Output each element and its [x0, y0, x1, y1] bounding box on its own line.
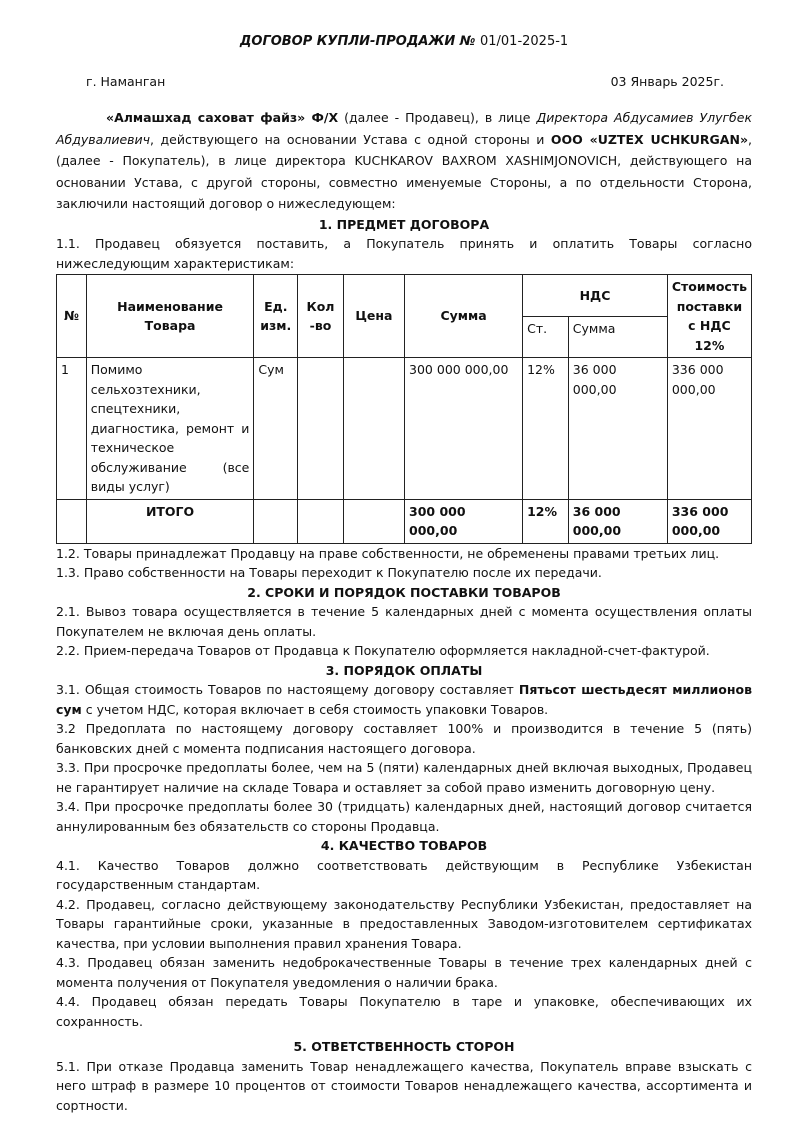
clause-1-1: 1.1. Продавец обязуется поставить, а Покупатель принять и оплатить Товары согласно нижеследующим характеристикам:	[56, 236, 752, 271]
cell-total: 336 000 000,00	[667, 358, 751, 500]
cell-vat-sum: 36 000 000,00	[568, 358, 667, 500]
clause-3-2: 3.2 Предоплата по настоящему договору составляет 100% и производится в течение 5 (пять) банковских дней с момента подписания настоящего договора.	[56, 721, 752, 756]
clause-2-2: 2.2. Прием-передача Товаров от Продавца к Покупателю оформляется накладной-счет-фактурой.	[56, 643, 710, 658]
totals-label: ИТОГО	[86, 499, 254, 543]
col-header-sum: Сумма	[405, 275, 523, 358]
contract-city: г. Наманган	[86, 73, 166, 89]
contract-date: 03 Январь 2025г.	[610, 73, 724, 89]
col-header-unit: Ед. изм.	[254, 275, 298, 358]
section-1-title: 1. ПРЕДМЕТ ДОГОВОРА	[318, 216, 490, 232]
cell-sum: 300 000 000,00	[405, 358, 523, 500]
cell-price	[343, 358, 404, 500]
clause-5-1: 5.1. При отказе Продавца заменить Товар ненадлежащего качества, Покупатель вправе взыскать с него штраф в размере 10 процентов от стоимости Товаров ненадлежащего качества, ассортимента и сортности.	[56, 1058, 752, 1113]
table-header-row	[57, 275, 752, 317]
city-date-row	[56, 72, 752, 92]
seller-representative: Директора Абдусамиев Улугбек Абдувалиевич	[56, 110, 753, 147]
buyer-name: ООО «UZTEX UCHKURGAN»	[550, 131, 749, 147]
preamble-text-2: , действующего на основании Устава с одной стороны и	[150, 131, 551, 147]
cell-qty	[298, 358, 344, 500]
col-header-vat-rate: Ст.	[523, 316, 569, 358]
clause-4-2: 4.2. Продавец, согласно действующему законодательству Республики Узбекистан, предоставляет на Товары гарантийные сроки, указанные в предоставленных Заводом-изготовителем сертификатах качества, при условии выполнения правил хранения Товара.	[56, 896, 752, 951]
contract-title	[56, 32, 752, 52]
preamble-text-1: (далее - Продавец), в лице	[338, 110, 537, 125]
clause-4-3: 4.3. Продавец обязан заменить недоброкачественные Товары в течение трех календарных дней с момента получения от Покупателя уведомления о наличии брака.	[56, 955, 752, 990]
col-header-no: №	[57, 275, 87, 358]
totals-vat-sum: 36 000 000,00	[568, 499, 667, 543]
clause-2-1: 2.1. Вывоз товара осуществляется в течение 5 календарных дней с момента осуществления оплаты Покупателем не включая день оплаты.	[56, 604, 752, 639]
col-header-price: Цена	[343, 275, 404, 358]
section-5-title: 5. ОТВЕТСТВЕННОСТЬ СТОРОН	[293, 1039, 515, 1054]
totals-empty-unit	[254, 499, 298, 543]
col-header-total: Стоимость поставки с НДС 12%	[667, 275, 751, 358]
totals-empty-qty	[298, 499, 344, 543]
col-header-vat: НДС	[523, 275, 668, 317]
clause-4-1: 4.1. Качество Товаров должно соответствовать действующим в Республике Узбекистан государственным стандартам.	[56, 857, 752, 892]
col-header-qty: Кол -во	[298, 275, 344, 358]
contract-title-text: ДОГОВОР КУПЛИ-ПРОДАЖИ №	[239, 34, 476, 49]
section-3-title: 3. ПОРЯДОК ОПЛАТЫ	[325, 662, 483, 678]
totals-empty-no	[57, 499, 87, 543]
clause-1-2: 1.2. Товары принадлежат Продавцу на праве собственности, не обременены правами третьих лиц.	[56, 545, 720, 561]
clause-3-1	[56, 680, 752, 719]
cell-vat-rate: 12%	[523, 358, 569, 500]
cell-name: Помимо сельхозтехники, спецтехники, диагностика, ремонт и техническое обслуживание (все виды услуг)	[86, 358, 254, 500]
totals-total: 336 000 000,00	[667, 499, 751, 543]
cell-no: 1	[57, 358, 87, 500]
col-header-vat-sum: Сумма	[568, 316, 667, 358]
totals-sum: 300 000 000,00	[405, 499, 523, 543]
preamble-text-3: , (далее - Покупатель), в лице директора KUCHKAROV BAXROM XASHIMJONOVICH, действующего на основании Устава, с другой стороны, совместно именуемые Стороны, а по отдельности Сторона, заключили настоящий договор о нижеследующем:	[56, 131, 752, 211]
table-row	[57, 358, 752, 500]
clause-3-3: 3.3. При просрочке предоплаты более, чем на 5 (пяти) календарных дней включая выходных, Продавец не гарантирует наличие на складе Товара и оставляет за собой право изменить договорную цену.	[56, 760, 752, 795]
totals-empty-price	[343, 499, 404, 543]
clause-1-3: 1.3. Право собственности на Товары переходит к Покупателю после их передачи.	[56, 565, 602, 580]
total-amount-words: Пятьсот шестьдесят миллионов сум	[56, 682, 752, 717]
clause-3-1-text-c: с учетом НДС, которая включает в себя стоимость упаковки Товаров.	[81, 701, 549, 717]
preamble	[56, 107, 752, 215]
table-totals-row	[57, 499, 752, 543]
clause-4-4: 4.4. Продавец обязан передать Товары Покупателю в таре и упаковке, обеспечивающих их сохранность.	[56, 994, 752, 1029]
goods-table	[56, 274, 752, 544]
clause-3-4: 3.4. При просрочке предоплаты более 30 (тридцать) календарных дней, настоящий договор считается аннулированным без обязательств со стороны Продавца.	[56, 799, 752, 834]
section-4-title: 4. КАЧЕСТВО ТОВАРОВ	[320, 838, 488, 853]
cell-unit: Сум	[254, 358, 298, 500]
contract-number: 01/01-2025-1	[479, 34, 569, 49]
seller-name: «Алмашхад саховат файз» Ф/Х	[106, 110, 339, 125]
clause-3-1-text-a: 3.1. Общая стоимость Товаров по настоящему договору составляет	[56, 682, 519, 697]
col-header-name: Наименование Товара	[86, 275, 254, 358]
section-2-title: 2. СРОКИ И ПОРЯДОК ПОСТАВКИ ТОВАРОВ	[247, 584, 561, 600]
totals-vat-rate: 12%	[523, 499, 569, 543]
